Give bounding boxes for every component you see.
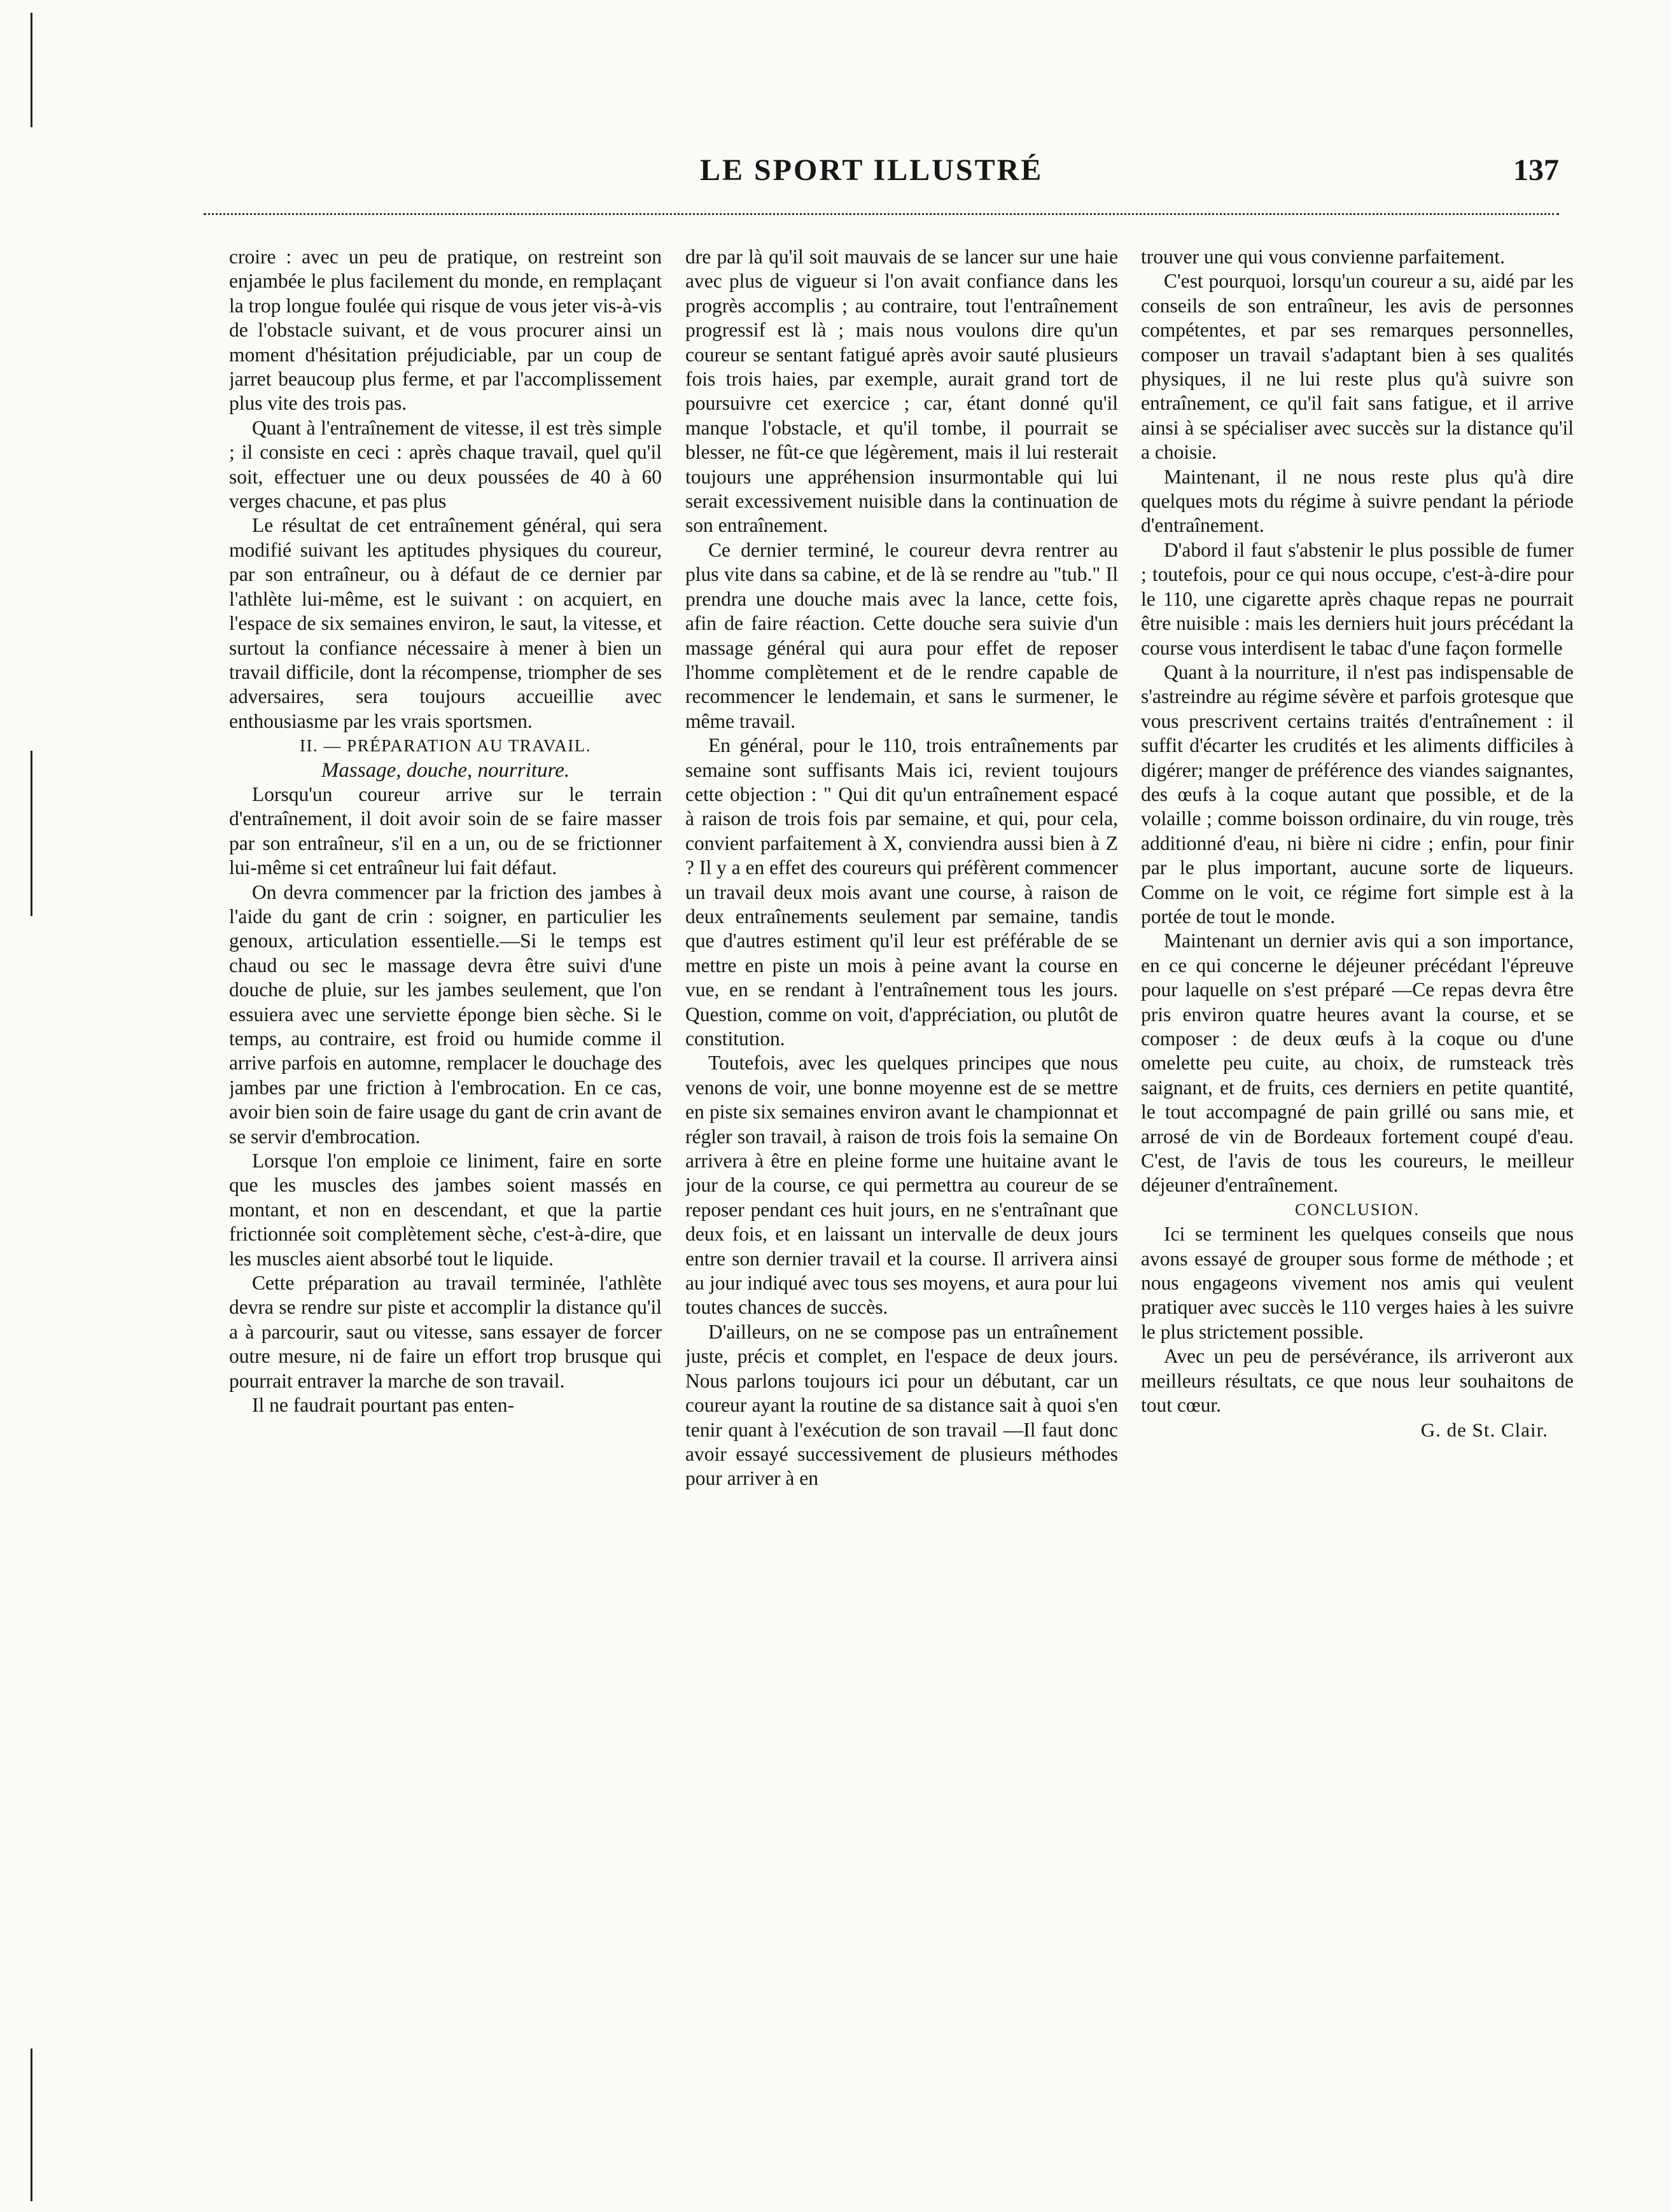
header-divider <box>204 213 1559 215</box>
paragraph: Maintenant, il ne nous reste plus qu'à dire quelques mots du régime à suivre pendant la période d'entraînement. <box>1141 465 1574 537</box>
paragraph: D'abord il faut s'abstenir le plus possible de fumer ; toutefois, pour ce qui nous occupe, c'est-à-dire pour le 110, une cigarette après chaque repas ne pourrait être nuisible : mais les derniers huit jours précédant la course vous interdisent le tabac d'une façon formelle <box>1141 538 1574 659</box>
paragraph: Le résultat de cet entraînement général, qui sera modifié suivant les aptitudes physiques du coureur, par son entraîneur, ou à défaut de ce dernier par l'athlète lui-même, est le suivant : on acquiert, en l'espace de six semaines environ, le saut, la vitesse, et surtout la confiance nécessaire à mener à bien un travail difficile, dont la récompense, triompher de ses adversaires, sera toujours accueillie avec enthousiasme par les vrais sportsmen. <box>229 514 662 732</box>
page-header <box>229 153 1559 204</box>
page-number: 137 <box>1513 153 1559 187</box>
paragraph: Quant à la nourriture, il n'est pas indispensable de s'astreindre au régime sévère et parfois grotesque que vous prescrivent certains traités d'entraînement : il suffit d'écarter les crudités et les aliments difficiles à digérer; manger de préférence des viandes saignantes, des œufs à la coque autant que possible, et de la volaille ; comme boisson ordinaire, du vin rouge, très additionné d'eau, ni bière ni cidre ; enfin, pour finir par le plus important, aucune sorte de liqueurs. Comme on le voit, ce régime fort simple est à la portée de tout le monde. <box>1141 660 1574 928</box>
text-column-2 <box>685 245 1118 2141</box>
text-column-3 <box>1141 245 1574 2141</box>
section-heading: II. — PRÉPARATION AU TRAVAIL. <box>299 736 592 756</box>
paragraph: En général, pour le 110, trois entraînements par semaine sont suffisants Mais ici, revient toujours cette objection : " Qui dit qu'un entraînement espacé à raison de trois fois par semaine, et qui, pour cela, convient parfaitement à X, conviendra aussi bien à Z ? Il y a en effet des coureurs qui préfèrent commencer un travail deux mois avant une course, à raison de deux entraînements seulement par semaine, tandis que d'autres estiment qu'il leur est préférable de se mettre en piste un mois à peine avant la course en vue, en se rendant à l'entraînement tous les jours. Question, comme on voit, d'appréciation, ou plutôt de constitution. <box>685 734 1118 1050</box>
paragraph: D'ailleurs, on ne se compose pas un entraînement juste, précis et complet, en l'espace de deux jours. Nous parlons toujours ici pour un débutant, car un coureur ayant la routine de sa distance sait à quoi s'en tenir quant à l'exécution de son travail —Il faut donc avoir essayé successivement de plusieurs méthodes pour arriver à en <box>685 1320 1118 1490</box>
margin-rule-bottom <box>31 2049 32 2201</box>
text-column-1 <box>229 245 662 2141</box>
paragraph: Toutefois, avec les quelques principes que nous venons de voir, une bonne moyenne est de se mettre en piste six semaines environ avant le championnat et régler son travail, à raison de trois fois la semaine On arrivera à être en pleine forme une huitaine avant le jour de la course, ce qui permettra au coureur de se reposer pendant ces huit jours, en ne s'entraînant que deux fois, et en laissant un intervalle de deux jours entre son dernier travail et la course. Il arrivera ainsi au jour indiqué avec tous ses moyens, et aura pour lui toutes chances de succès. <box>685 1052 1118 1319</box>
paragraph: trouver une qui vous convienne parfaitement. <box>1141 246 1506 268</box>
paragraph: Maintenant un dernier avis qui a son importance, en ce qui concerne le déjeuner précédant l'épreuve pour laquelle on s'est préparé —Ce repas devra être pris environ quatre heures avant la course, et se composer : de deux œufs à la coque ou d'une omelette peu cuite, au choix, de rumsteack très saignant, et de fruits, ces derniers en petite quantité, le tout accompagné de pain grillé ou sans mie, et arrosé de vin de Bordeaux fortement coupé d'eau. C'est, de l'avis de tous les coureurs, le meilleur déjeuner d'entraînement. <box>1141 929 1574 1197</box>
section-subheading: Massage, douche, nourriture. <box>321 758 570 782</box>
conclusion-heading: CONCLUSION. <box>1294 1200 1420 1219</box>
paragraph: Ici se terminent les quelques conseils que nous avons essayé de grouper sous forme de méthode ; et nous engageons vivement nos amis qui veulent pratiquer avec succès le 110 verges haies à les suivre le plus strictement possible. <box>1141 1223 1574 1343</box>
author-signature: G. de St. Clair. <box>1420 1418 1548 1441</box>
journal-title: LE SPORT ILLUSTRÉ <box>700 153 1044 187</box>
margin-rule-top <box>31 13 32 127</box>
paragraph: Ce dernier terminé, le coureur devra rentrer au plus vite dans sa cabine, et de là se rendre au "tub." Il prendra une douche mais avec la lance, cette fois, afin de faire réaction. Cette douche sera suivie d'un massage général qui aura pour effet de reposer l'homme complètement et de le rendre capable de recommencer le lendemain, et sans le surmener, le même travail. <box>685 538 1118 732</box>
paragraph: On devra commencer par la friction des jambes à l'aide du gant de crin : soigner, en particulier les genoux, articulation essentielle.—Si le temps est chaud ou sec le massage devra être suivi d'une douche de pluie, sur les jambes seulement, que l'on essuiera avec une serviette éponge bien sèche. Si le temps, au contraire, est froid ou humide comme il arrive parfois en automne, remplacer le douchage des jambes par une friction à l'embrocation. En ce cas, avoir bien soin de faire usage du gant de crin avant de se servir d'embrocation. <box>229 880 662 1148</box>
paragraph: Lorsqu'un coureur arrive sur le terrain d'entraînement, il doit avoir soin de se faire masser par son entraîneur, s'il en a un, ou de se frictionner lui-même si cet entraîneur lui fait défaut. <box>229 783 662 879</box>
paragraph: Quant à l'entraînement de vitesse, il est très simple ; il consiste en ceci : après chaque travail, quel qu'il soit, effectuer une ou deux poussées de 40 à 60 verges chacune, et pas plus <box>229 416 662 513</box>
paragraph: Il ne faudrait pourtant pas enten- <box>252 1394 514 1417</box>
paragraph: Lorsque l'on emploie ce liniment, faire en sorte que les muscles des jambes soient massés en montant, et non en descendant, et que la partie frictionnée soit complètement sèche, c'est-à-dire, que les muscles aient absorbé tout le liquide. <box>229 1150 662 1270</box>
margin-rule-middle <box>31 751 32 916</box>
paragraph: Cette préparation au travail terminée, l'athlète devra se rendre sur piste et accomplir la distance qu'il a à parcourir, saut ou vitesse, sans essayer de forcer outre mesure, ni de faire un effort trop brusque qui pourrait entraver la marche de son travail. <box>229 1272 662 1392</box>
paragraph: dre par là qu'il soit mauvais de se lancer sur une haie avec plus de vigueur si l'on avait confiance dans les progrès accomplis ; au contraire, tout l'entraînement progressif est là ; mais nous voulons dire qu'un coureur se sentant fatigué après avoir sauté plusieurs fois trois haies, par exemple, aurait grand tort de poursuivre cet exercice ; car, étant donné qu'il manque l'obstacle, et qu'il tombe, il pourrait se blesser, ne fût-ce que légèrement, mais il lui resterait toujours une appréhension insurmontable qui lui serait excessivement nuisible dans la continuation de son entraînement. <box>685 246 1118 537</box>
paragraph: Avec un peu de persévérance, ils arriveront aux meilleurs résultats, ce que nous leur souhaitons de tout cœur. <box>1141 1345 1574 1417</box>
paragraph: croire : avec un peu de pratique, on restreint son enjambée le plus facilement du monde, en remplaçant la trop longue foulée qui risque de vous jeter vis-à-vis de l'obstacle suivant, et de vous procurer ainsi un moment d'hésitation préjudiciable, par un coup de jarret beaucoup plus ferme, et par l'accomplissement plus vite des trois pas. <box>229 246 662 415</box>
paragraph: C'est pourquoi, lorsqu'un coureur a su, aidé par les conseils de son entraîneur, les avis de personnes compétentes, et par ses remarques personnelles, composer un travail s'adaptant bien à ses qualités physiques, il ne lui reste plus qu'à suivre son entraînement, ce qu'il fait sans fatigue, et il arrive ainsi à se spécialiser avec succès sur la distance qu'il a choisie. <box>1141 270 1574 464</box>
